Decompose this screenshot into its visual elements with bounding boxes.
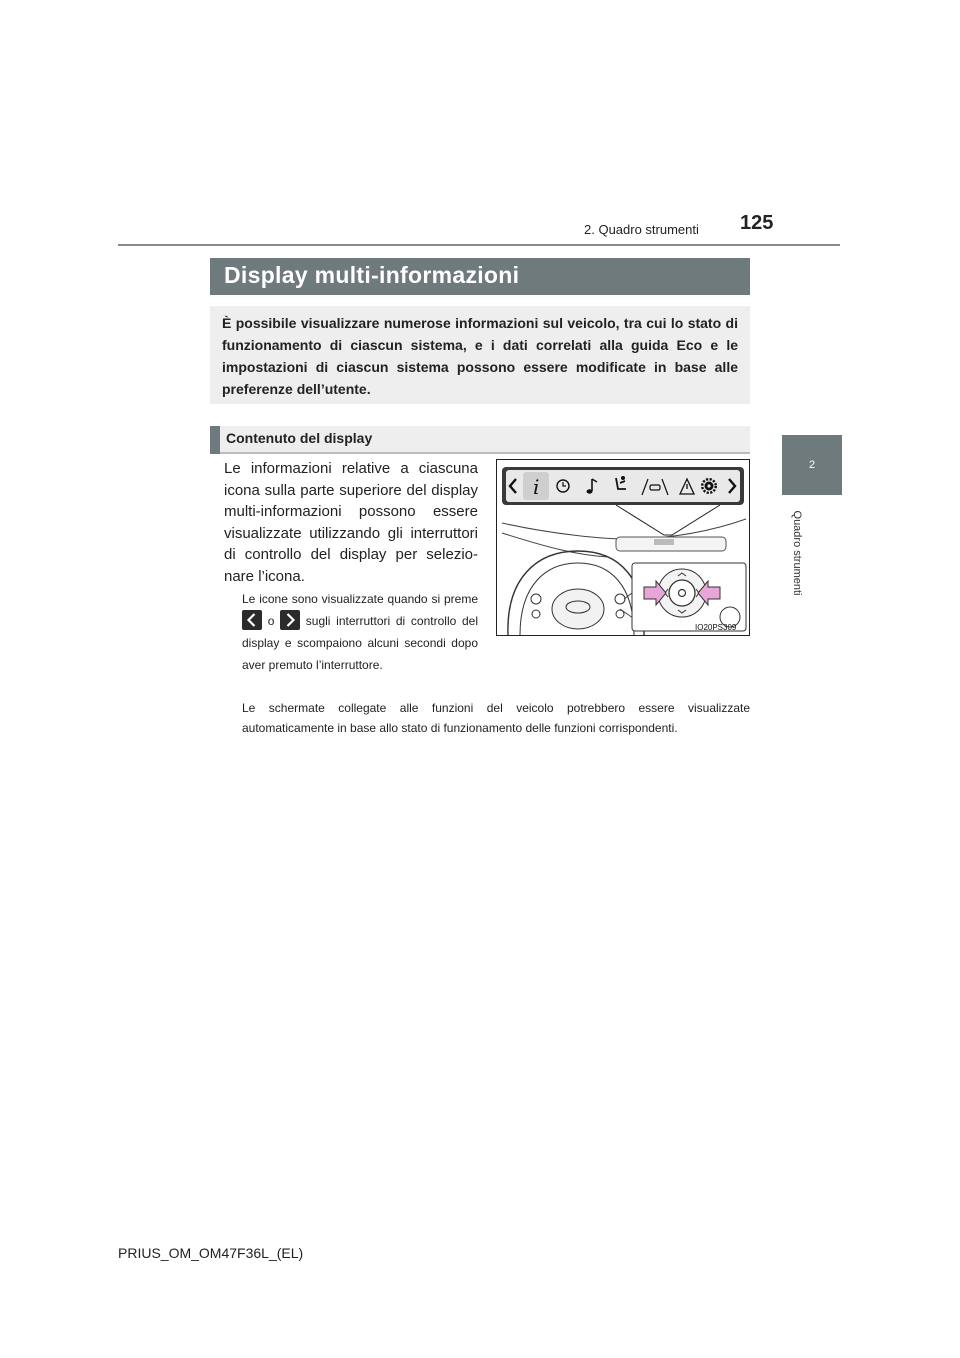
header-rule — [118, 244, 840, 246]
note-1-text-b: sugli interruttori di controllo del display e scompaiono alcuni secondi dopo aver premuto l’interruttore. — [242, 614, 478, 672]
info-icon — [533, 475, 539, 499]
intro-text: È possibile visualizzare numerose informazioni sul veicolo, tra cui lo stato di funzionamento di ciascun sistema, e i dati correlati alla guida Eco e le impostazioni di ciascun sistema possono essere modificate in base alle preferenze dell’utente. — [222, 315, 738, 397]
subsection-marker — [210, 426, 220, 454]
section-title: Display multi-informazioni — [224, 262, 520, 288]
main-paragraph: Le informazioni relative a ciascuna icona sulla parte superiore del display multi-informazioni possono essere visualizzate utilizzando gli interruttori di controllo del display per selezio-nare l’icona. — [224, 460, 478, 585]
chevron-left-icon — [242, 610, 262, 630]
chapter-title: 2. Quadro strumenti — [584, 222, 699, 237]
chapter-tab-number: 2 — [808, 459, 816, 471]
chevron-right-icon — [280, 610, 300, 630]
chapter-tab — [782, 435, 842, 495]
note-icons-display — [242, 588, 478, 676]
chapter-tab-label-text: Quadro strumenti — [791, 510, 803, 596]
footer-code: PRIUS_OM_OM47F36L_(EL) — [118, 1245, 304, 1261]
illustration-code: IO20PS309 — [695, 623, 737, 632]
subsection-title: Contenuto del display — [226, 430, 373, 446]
svg-text:i: i — [533, 475, 540, 499]
note-1-or: o — [267, 614, 275, 628]
page-number: 125 — [740, 212, 774, 234]
display-switch-illustration — [496, 459, 750, 636]
note-1-text-a: Le icone sono visualizzate quando si preme — [242, 592, 478, 606]
note-auto-screens: Le schermate collegate alle funzioni del veicolo potrebbero essere visualizzate automaticamente in base allo stato di funzionamento delle funzioni corrispondenti. — [242, 701, 750, 735]
chapter-tab-label — [782, 495, 812, 625]
